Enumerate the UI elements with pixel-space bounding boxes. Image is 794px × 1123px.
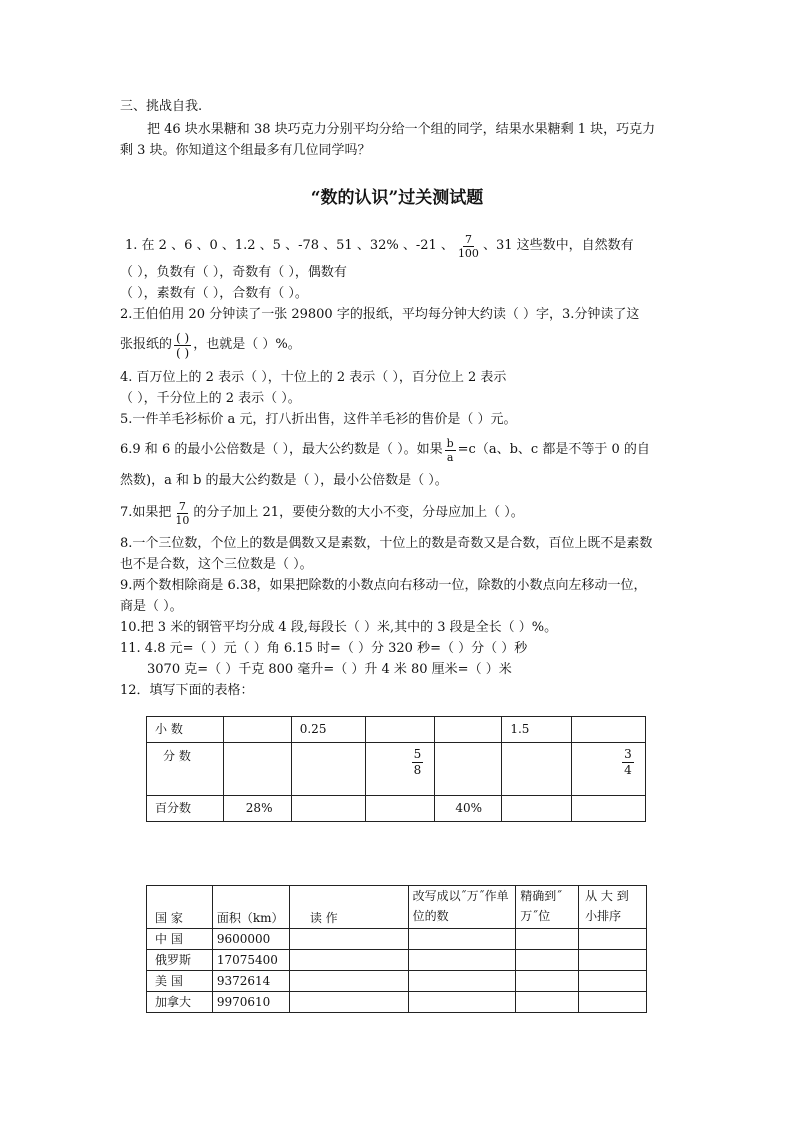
table-cell [516, 929, 579, 950]
page-title: “数的认识”过关测试题 [310, 188, 484, 208]
table-cell [502, 743, 572, 796]
table-cell [223, 717, 291, 743]
area-cell: 9970610 [212, 992, 289, 1013]
table-cell [408, 950, 516, 971]
table-cell [572, 717, 646, 743]
q4-line2: （ ），千分位上的 2 表示（ ）。 [120, 391, 301, 406]
table-cell: 40% [435, 796, 502, 822]
table-cell [291, 796, 365, 822]
table-cell [408, 992, 516, 1013]
table-cell: 28% [223, 796, 291, 822]
q8-line1: 8.一个三位数，个位上的数是偶数又是素数，十位上的数是奇数又是合数，百位上既不是素数 [120, 536, 653, 551]
table-cell [516, 950, 579, 971]
country-cell: 俄罗斯 [147, 950, 213, 971]
table-cell [579, 971, 647, 992]
table-cell: 1.5 [502, 717, 572, 743]
table-cell [365, 796, 435, 822]
table-cell [502, 796, 572, 822]
header-sort: 从 大 到 小排序 [579, 886, 647, 929]
table-cell [289, 929, 408, 950]
table-cell [408, 971, 516, 992]
country-cell: 美 国 [147, 971, 213, 992]
q11-line1: 11. 4.8 元=（ ）元（ ）角 6.15 时=（ ）分 320 秒=（ ）分（ ）秒 [120, 641, 528, 656]
table-cell [516, 971, 579, 992]
table-cell [579, 992, 647, 1013]
q1-line3: （ ），素数有（ ），合数有（ ）。 [120, 286, 308, 301]
table-cell [365, 743, 435, 796]
header-round: 精确到˝万˝位 [516, 886, 579, 929]
area-cell: 9372614 [212, 971, 289, 992]
table-cell [289, 971, 408, 992]
q1-line2: （ ），负数有（ ），奇数有（ ），偶数有 [120, 265, 347, 280]
fraction-7-100: $\frac{7}{100}$ [457, 232, 479, 260]
country-cell: 中 国 [147, 929, 213, 950]
question-1 [125, 232, 634, 260]
q9-line1: 9.两个数相除商是 6.38，如果把除数的小数点向右移动一位，除数的小数点向左移动一位， [120, 578, 647, 593]
table-cell [408, 929, 516, 950]
table-cell [572, 743, 646, 796]
table-cell [579, 950, 647, 971]
area-cell: 17075400 [212, 950, 289, 971]
table-row [147, 992, 647, 1013]
table-header-row [147, 886, 647, 929]
table-cell: 0.25 [291, 717, 365, 743]
countries-table [146, 885, 647, 1013]
fraction-7-10: $\frac{7}{10}$ [175, 499, 190, 527]
fraction-blank: $\frac{( )}{( )}$ [176, 330, 190, 360]
q8-line2: 也不是合数，这个三位数是（ ）。 [120, 557, 313, 572]
fraction-5-8: $\frac{5}{8}$ [413, 747, 422, 777]
q6-line1: 6.9 和 6 的最小公倍数是（ ），最大公约数是（ ）。如果 $\frac{b}{a}$ =c（a、b、c 都是不等于 0 的自 [120, 436, 650, 464]
section3-line2: 剩 3 块。你知道这个组最多有几位同学吗？ [120, 143, 371, 158]
q2-line2: 张报纸的 $\frac{( )}{( )}$ ，也就是（ ）%。 [120, 330, 301, 360]
table-row [147, 971, 647, 992]
table-cell [579, 929, 647, 950]
q1-text-b: 、31 这些数中，自然数有 [482, 238, 634, 253]
q12-line1: 12．填写下面的表格： [120, 683, 254, 698]
country-cell: 加拿大 [147, 992, 213, 1013]
q2-line1: 2.王伯伯用 20 分钟读了一张 29800 字的报纸，平均每分钟大约读（ ）字，3.分钟读了这 [120, 307, 640, 322]
fraction-3-4: $\frac{3}{4}$ [624, 747, 632, 777]
conversion-table [146, 716, 646, 822]
q10-line1: 10.把 3 米的钢管平均分成 4 段,每段长（ ）米,其中的 3 段是全长（ ）%。 [120, 620, 558, 635]
table-row-fraction [147, 743, 646, 796]
row-label-percent: 百分数 [147, 796, 224, 822]
row-label-fraction: 分 数 [147, 743, 224, 796]
header-read: 读 作 [289, 886, 408, 929]
table-cell [572, 796, 646, 822]
header-country: 国 家 [147, 886, 213, 929]
q11-line2: 3070 克=（ ）千克 800 毫升=（ ）升 4 米 80 厘米=（ ）米 [147, 662, 512, 677]
header-area: 面积（km） [212, 886, 289, 929]
header-rewrite: 改写成以˝万˝作单位的数 [408, 886, 516, 929]
table-row [147, 929, 647, 950]
table-cell [289, 950, 408, 971]
table-row-percent [147, 796, 646, 822]
table-row [147, 950, 647, 971]
table-row-decimal [147, 717, 646, 743]
area-cell: 9600000 [212, 929, 289, 950]
table-cell [435, 717, 502, 743]
table-cell [223, 743, 291, 796]
table-cell [289, 992, 408, 1013]
table-cell [365, 717, 435, 743]
table-cell [435, 743, 502, 796]
section3-line1: 把 46 块水果糖和 38 块巧克力分别平均分给一个组的同学，结果水果糖剩 1 块，巧克力 [147, 122, 656, 137]
table-cell [516, 992, 579, 1013]
q5-line1: 5.一件羊毛衫标价 a 元，打八折出售，这件羊毛衫的售价是（ ）元。 [120, 412, 517, 427]
section3-heading: 三、挑战自我. [120, 99, 203, 114]
q6-line2: 然数)，a 和 b 的最大公约数是（ ），最小公倍数是（ ）。 [120, 473, 448, 488]
q1-text-a: 1. 在 2 、6 、0 、1.2 、5 、-78 、51 、32% 、-21 、 [125, 238, 454, 253]
table-cell [291, 743, 365, 796]
q7-line1: 7.如果把 $\frac{7}{10}$ 的分子加上 21，要使分数的大小不变，分母应加上（ ）。 [120, 499, 524, 527]
q4-line1: 4. 百万位上的 2 表示（ ），十位上的 2 表示（ ），百分位上 2 表示 [120, 370, 507, 385]
fraction-b-a: $\frac{b}{a}$ [446, 436, 454, 464]
q9-line2: 商是（ ）。 [120, 599, 183, 614]
row-label-decimal: 小 数 [147, 717, 224, 743]
